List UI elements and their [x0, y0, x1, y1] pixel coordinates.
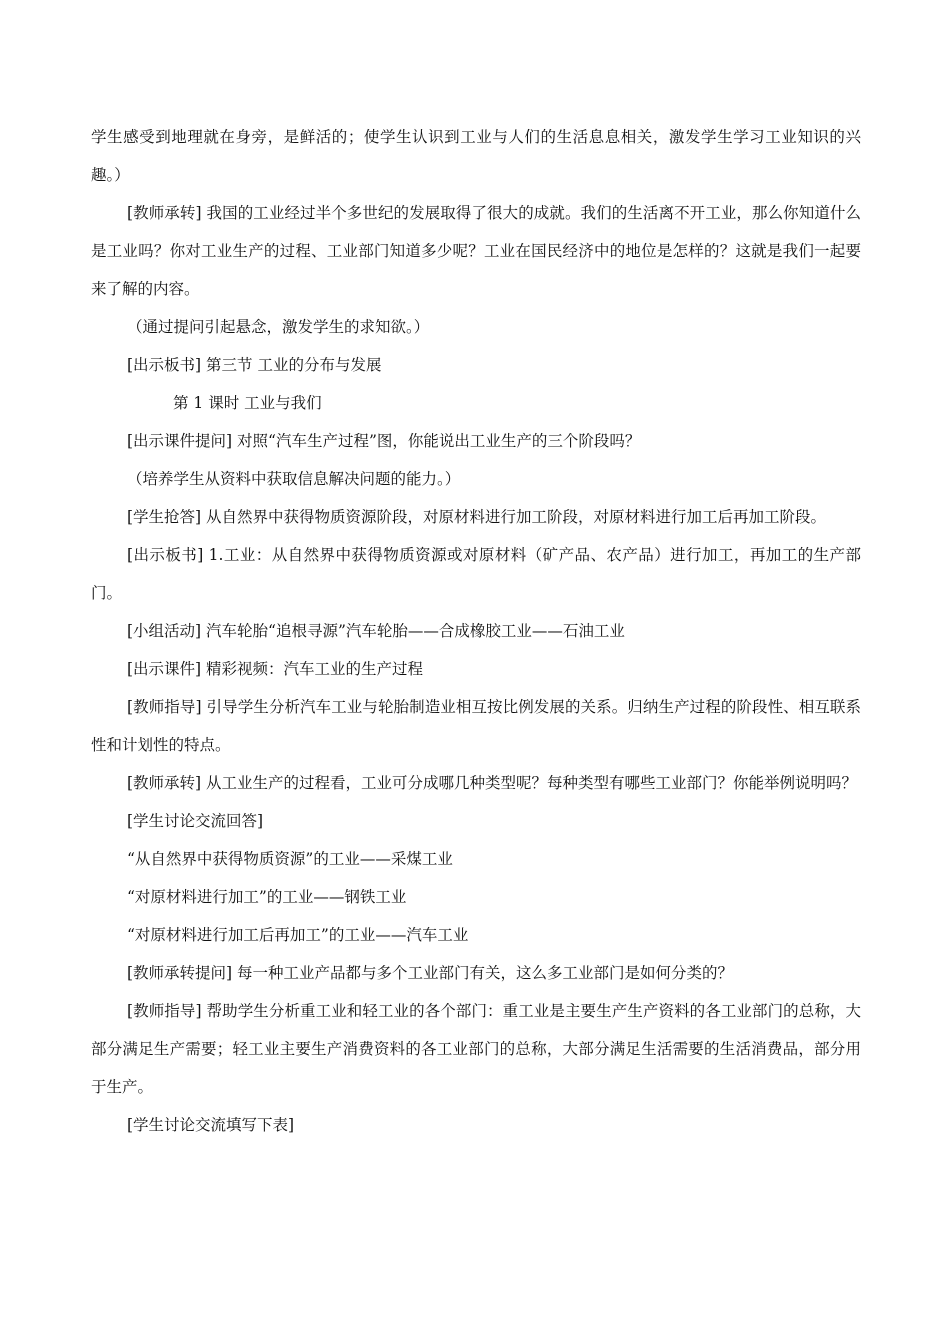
- paragraph-student-answer: [学生抢答] 从自然界中获得物质资源阶段，对原材料进行加工阶段，对原材料进行加工后再加工阶段。: [127, 508, 827, 526]
- paragraph-board-industry-definition: [出示板书] 1.工业：从自然界中获得物质资源或对原材料（矿产品、农产品）进行加工，再加工的生产部门。: [91, 546, 861, 602]
- paragraph-example-steel: “对原材料进行加工”的工业——钢铁工业: [127, 888, 407, 906]
- paragraph-teacher-transition-2: [教师承转] 从工业生产的过程看，工业可分成哪几种类型呢？每种类型有哪些工业部门？你能举例说明吗？: [127, 774, 858, 792]
- paragraph-teacher-guidance-1: [教师指导] 引导学生分析汽车工业与轮胎制造业相互按比例发展的关系。归纳生产过程的阶段性、相互联系性和计划性的特点。: [91, 698, 861, 754]
- paragraph-example-mining: “从自然界中获得物质资源”的工业——采煤工业: [127, 850, 453, 868]
- paragraph-note-ability: （培养学生从资料中获取信息解决问题的能力。）: [127, 470, 461, 488]
- paragraph-courseware-question: [出示课件提问] 对照“汽车生产过程”图，你能说出工业生产的三个阶段吗？: [127, 432, 641, 450]
- document-page: [91, 118, 861, 1144]
- paragraph-lesson-title: 第 1 课时 工业与我们: [173, 394, 322, 412]
- paragraph-courseware-video: [出示课件] 精彩视频：汽车工业的生产过程: [127, 660, 424, 678]
- paragraph-teacher-guidance-2: [教师指导] 帮助学生分析重工业和轻工业的各个部门：重工业是主要生产生产资料的各工业部门的总称，大部分满足生产需要；轻工业主要生产消费资料的各工业部门的总称，大部分满足生活需要的生活消费品，部分用于生产。: [91, 1002, 861, 1096]
- paragraph-student-fill-table: [学生讨论交流填写下表]: [127, 1116, 295, 1134]
- paragraph-group-activity: [小组活动] 汽车轮胎“追根寻源”汽车轮胎——合成橡胶工业——石油工业: [127, 622, 625, 640]
- paragraph-teacher-transition-1: [教师承转] 我国的工业经过半个多世纪的发展取得了很大的成就。我们的生活离不开工业，那么你知道什么是工业吗？你对工业生产的过程、工业部门知道多少呢？工业在国民经济中的地位是怎样的？这就是我们一起要来了解的内容。: [91, 204, 861, 298]
- paragraph-example-automobile: “对原材料进行加工后再加工”的工业——汽车工业: [127, 926, 469, 944]
- paragraph-interest-summary: 学生感受到地理就在身旁，是鲜活的；使学生认识到工业与人们的生活息息相关，激发学生学习工业知识的兴趣。）: [91, 128, 861, 184]
- paragraph-student-discussion: [学生讨论交流回答]: [127, 812, 264, 830]
- paragraph-note-suspense: （通过提问引起悬念，激发学生的求知欲。）: [127, 318, 430, 336]
- paragraph-board-section-title: [出示板书] 第三节 工业的分布与发展: [127, 356, 382, 374]
- paragraph-teacher-question: [教师承转提问] 每一种工业产品都与多个工业部门有关，这么多工业部门是如何分类的？: [127, 964, 734, 982]
